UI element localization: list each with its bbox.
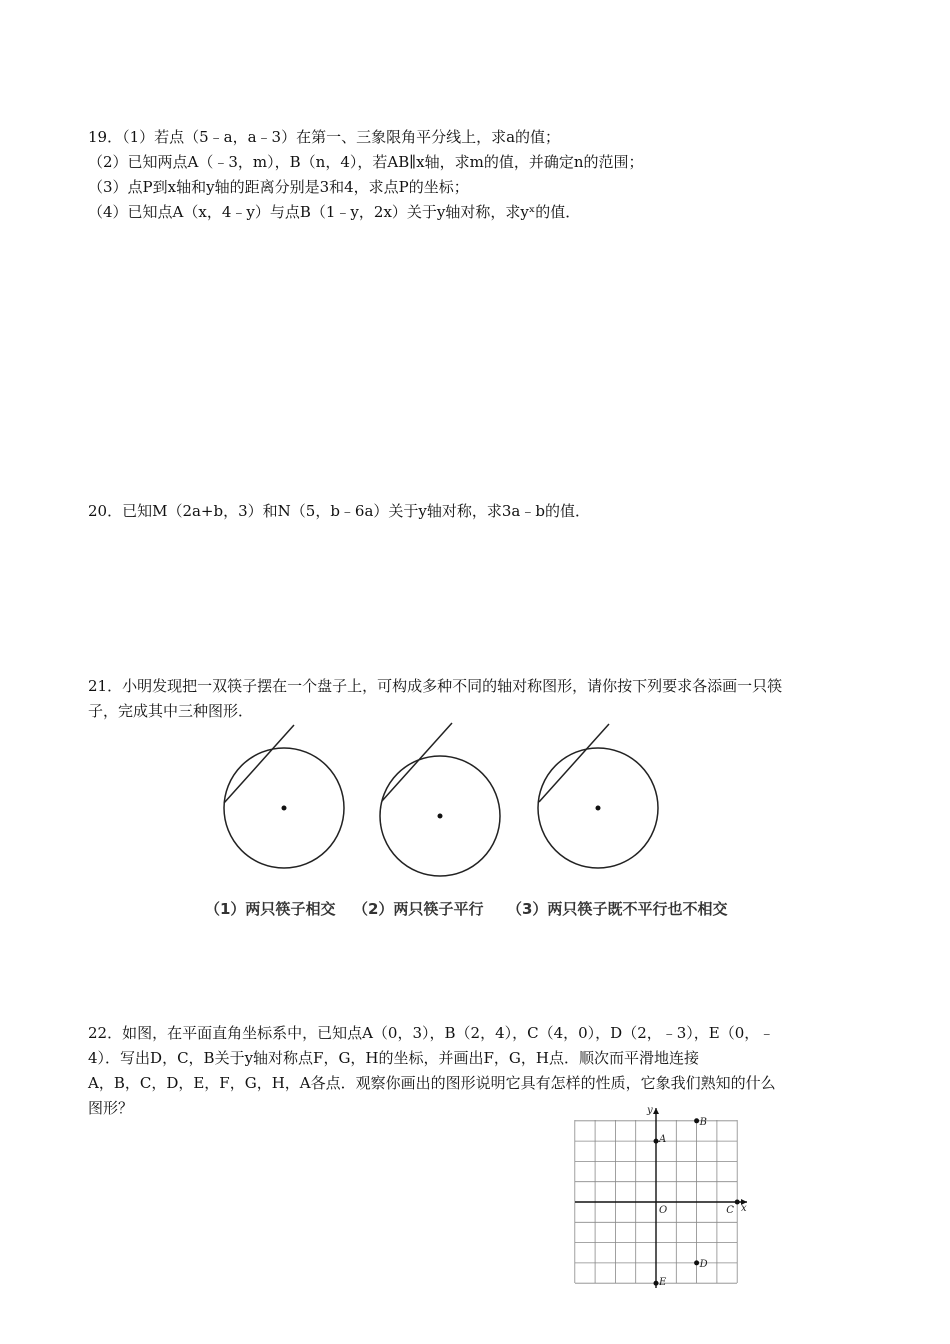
q19-part4: （4）已知点A（x，4﹣y）与点B（1﹣y，2x）关于y轴对称，求yˣ的值． xyxy=(88,203,581,221)
q22-question-line1: 22．如图，在平面直角坐标系中，已知点A（0，3），B（2，4），C（4，0），D（2，﹣3），E（0，﹣ xyxy=(88,1024,775,1042)
plate-center-3 xyxy=(596,806,601,811)
q21-caption-1: （1）两只筷子相交 xyxy=(205,900,336,918)
point-c xyxy=(735,1200,740,1205)
point-a xyxy=(654,1139,659,1144)
y-axis-label: y xyxy=(647,1105,653,1116)
y-axis-arrow xyxy=(653,1108,659,1114)
q19-part1: 19．（1）若点（5﹣a，a﹣3）在第一、三象限角平分线上，求a的值； xyxy=(88,128,561,146)
q22-question-line4: 图形？ xyxy=(88,1099,134,1117)
plate-figure-1 xyxy=(224,725,344,868)
point-label-c: C xyxy=(726,1205,734,1216)
point-label-b: B xyxy=(699,1116,707,1128)
coordinate-grid xyxy=(560,1105,760,1290)
point-d xyxy=(694,1260,699,1265)
point-b xyxy=(694,1118,699,1123)
point-label-d: D xyxy=(699,1258,708,1270)
q21-caption-3: （3）两只筷子既不平行也不相交 xyxy=(507,900,728,918)
chopstick-2 xyxy=(382,723,452,801)
q19-part2: （2）已知两点A（﹣3，m），B（n，4），若AB∥x轴，求m的值，并确定n的范围； xyxy=(88,153,644,171)
grid-axes xyxy=(575,1105,747,1288)
q19-part3: （3）点P到x轴和y轴的距离分别是3和4，求点P的坐标； xyxy=(88,178,469,196)
point-label-e: E xyxy=(659,1277,667,1289)
x-axis-label: x xyxy=(741,1203,747,1214)
q22-question-line3: A，B，C，D，E，F，G，H，A各点．观察你画出的图形说明它具有怎样的性质，它象我们熟知的什么 xyxy=(88,1074,776,1092)
origin-label: O xyxy=(659,1205,668,1216)
point-e xyxy=(654,1281,659,1286)
point-label-a: A xyxy=(659,1134,667,1146)
chopstick-1 xyxy=(224,725,294,803)
plate-center-2 xyxy=(438,814,443,819)
q21-question-line2: 子，完成其中三种图形． xyxy=(88,702,254,720)
plate-center-1 xyxy=(282,806,287,811)
q22-question-line2: 4）．写出D，C，B关于y轴对称点F，G，H的坐标，并画出F，G，H点．顺次而平滑地连接 xyxy=(88,1049,699,1067)
chopstick-3 xyxy=(539,724,609,802)
q21-question-line1: 21．小明发现把一双筷子摆在一个盘子上，可构成多种不同的轴对称图形，请你按下列要求各添画一只筷 xyxy=(88,677,783,695)
chopstick-plate-figures xyxy=(200,718,740,928)
q21-caption-2: （2）两只筷子平行 xyxy=(353,900,484,918)
plate-figure-2 xyxy=(380,723,500,876)
plate-figure-3 xyxy=(538,724,658,868)
q20-question: 20．已知M（2a+b，3）和N（5，b﹣6a）关于y轴对称，求3a﹣b的值． xyxy=(88,502,590,520)
